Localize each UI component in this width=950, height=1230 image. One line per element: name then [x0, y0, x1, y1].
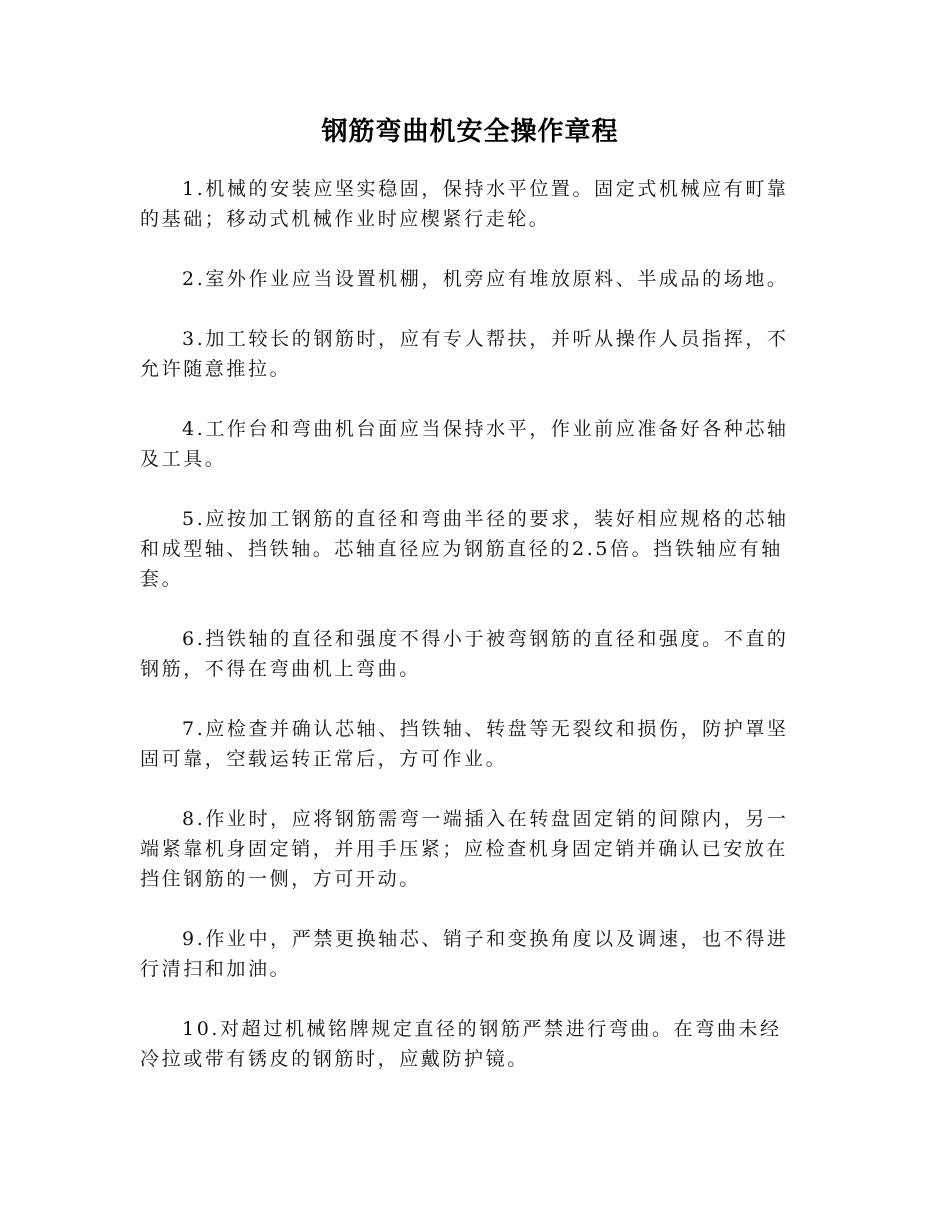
rule-item-4: 4.工作台和弯曲机台面应当保持水平，作业前应准备好各种芯轴及工具。 — [140, 418, 789, 470]
rule-item-9: 9.作业中，严禁更换轴芯、销子和变换角度以及调速，也不得进行清扫和加油。 — [140, 928, 789, 980]
rule-item-7: 7.应检查并确认芯轴、挡铁轴、转盘等无裂纹和损伤，防护罩坚固可靠，空载运转正常后，方可作业。 — [140, 718, 789, 770]
document-title: 钢筋弯曲机安全操作章程 — [321, 117, 619, 147]
rule-item-1: 1.机械的安装应坚实稳固，保持水平位置。固定式机械应有町靠的基础；移动式机械作业时应楔紧行走轮。 — [140, 178, 789, 230]
rule-item-6: 6.挡铁轴的直径和强度不得小于被弯钢筋的直径和强度。不直的钢筋，不得在弯曲机上弯曲。 — [140, 628, 789, 680]
rule-item-8: 8.作业时，应将钢筋需弯一端插入在转盘固定销的间隙内，另一端紧靠机身固定销，并用手压紧；应检查机身固定销并确认已安放在挡住钢筋的一侧，方可开动。 — [140, 808, 789, 890]
rules-list — [140, 174, 800, 1074]
rule-item-5: 5.应按加工钢筋的直径和弯曲半径的要求，装好相应规格的芯轴和成型轴、挡铁轴。芯轴直径应为钢筋直径的2.5倍。挡铁轴应有轴套。 — [140, 508, 789, 590]
rule-item-2: 2.室外作业应当设置机棚，机旁应有堆放原料、半成品的场地。 — [182, 268, 789, 290]
rule-item-3: 3.加工较长的钢筋时，应有专人帮扶，并听从操作人员指挥，不允许随意推拉。 — [140, 328, 789, 380]
rule-item-10: 10.对超过机械铭牌规定直径的钢筋严禁进行弯曲。在弯曲未经冷拉或带有锈皮的钢筋时，应戴防护镜。 — [140, 1018, 782, 1070]
